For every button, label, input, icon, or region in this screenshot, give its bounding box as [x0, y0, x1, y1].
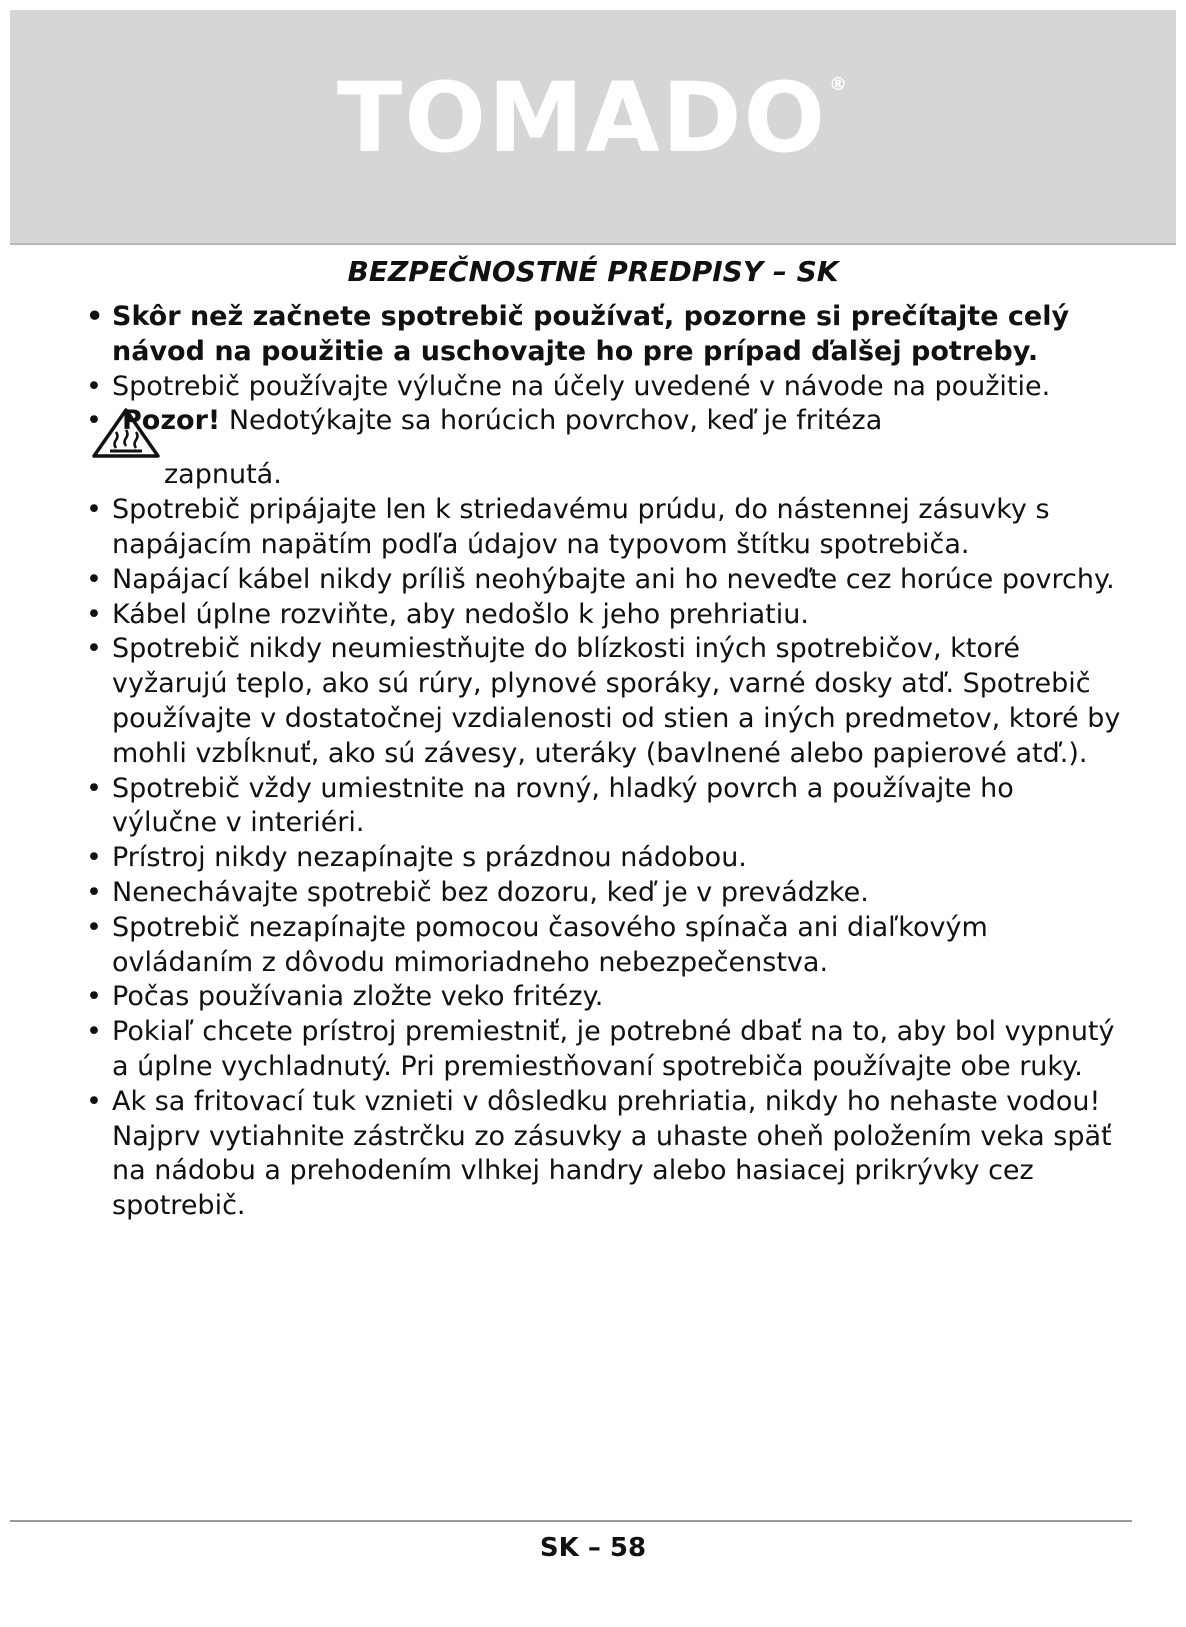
rule-text: Pokiaľ chcete prístroj premiestniť, je potrebné dbať na to, aby bol vypnutý a úplne vychladnutý. Pri premiestňovaní spotrebiča používajte obe ruky. — [112, 1016, 1115, 1082]
bullet: • — [86, 405, 102, 437]
hot-surface-warning-icon — [90, 406, 162, 460]
bullet: • — [86, 598, 102, 630]
rule-text: Spotrebič nikdy neumiestňujte do blízkosti iných spotrebičov, ktoré vyžarujú teplo, ako sú rúry, plynové sporáky, varné dosky atď. Spotrebič používajte v dostatočnej vzdialenosti od stien a iných predmetov, ktoré by mohli vzbĺknuť, ako sú závesy, uteráky (bavlnené alebo papierové atď.). — [112, 633, 1121, 769]
rule-item — [86, 911, 1126, 981]
rule-text: Skôr než začnete spotrebič používať, pozorne si prečítajte celý návod na použitie a uschovajte ho pre prípad ďalšej potreby. — [112, 301, 1070, 367]
bullet: • — [86, 494, 102, 526]
bullet: • — [86, 633, 102, 665]
bullet: • — [86, 981, 102, 1013]
bullet: • — [86, 842, 102, 874]
rule-text: Kábel úplne rozviňte, aby nedošlo k jeho prehriatiu. — [112, 598, 809, 630]
warning-item — [86, 404, 1126, 493]
rule-item — [86, 876, 1126, 911]
bullet: • — [86, 563, 102, 595]
brand-logo — [10, 62, 1176, 174]
rule-text: Napájací kábel nikdy príliš neohýbajte ani ho neveďte cez horúce povrchy. — [112, 563, 1115, 595]
rule-text: Spotrebič používajte výlučne na účely uvedené v návode na použitie. — [112, 370, 1051, 402]
rule-item — [86, 1015, 1126, 1085]
rule-text: Spotrebič nezapínajte pomocou časového spínača ani diaľkovým ovládaním z dôvodu mimoriadneho nebezpečenstva. — [112, 911, 988, 978]
bullet: • — [86, 370, 102, 402]
page-title: BEZPEČNOSTNÉ PREDPISY – SK — [347, 255, 839, 288]
rule-item — [86, 598, 1126, 633]
rule-text: Spotrebič vždy umiestnite na rovný, hladký povrch a používajte ho výlučne v interiéri. — [112, 772, 1014, 839]
rule-text: Ak sa fritovací tuk vznieti v dôsledku prehriatia, nikdy ho nehaste vodou! Najprv vytiahnite zástrčku zo zásuvky a uhaste oheň položením veka späť na nádobu a prehodením vlhkej handry alebo hasiacej prikrývky cez spotrebič. — [112, 1085, 1112, 1222]
rule-item — [86, 1085, 1126, 1224]
rule-text: Prístroj nikdy nezapínajte s prázdnou nádobou. — [112, 842, 747, 874]
brand-logo-text: TOMADO — [336, 62, 828, 174]
header-band — [10, 10, 1176, 245]
rule-item — [86, 632, 1126, 771]
rule-item — [86, 493, 1126, 563]
page-number: SK – 58 — [539, 1533, 647, 1563]
footer-divider — [10, 1520, 1132, 1522]
bullet: • — [86, 772, 102, 804]
bullet: • — [86, 1085, 102, 1117]
warning-lead: Pozor! — [122, 405, 221, 437]
rule-item — [86, 300, 1126, 370]
bullet: • — [86, 911, 102, 943]
registered-mark: ® — [829, 74, 850, 95]
bullet: • — [86, 876, 102, 908]
rule-item — [86, 980, 1126, 1015]
bullet: • — [86, 1016, 102, 1048]
warning-text-line2: zapnutá. — [164, 459, 282, 491]
rule-item — [86, 772, 1126, 842]
rule-item — [86, 841, 1126, 876]
rule-item — [86, 563, 1126, 598]
rule-text: Spotrebič pripájajte len k striedavému prúdu, do nástennej zásuvky s napájacím napätím podľa údajov na typovom štítku spotrebiča. — [112, 494, 1050, 560]
rule-text: Počas používania zložte veko fritézy. — [112, 981, 604, 1013]
bullet: • — [86, 301, 104, 332]
safety-rules-list — [86, 300, 1126, 1224]
rule-text: Nenechávajte spotrebič bez dozoru, keď je v prevádzke. — [112, 876, 869, 908]
rule-item — [86, 370, 1126, 405]
warning-text-line1: Nedotýkajte sa horúcich povrchov, keď je fritéza — [228, 405, 883, 437]
